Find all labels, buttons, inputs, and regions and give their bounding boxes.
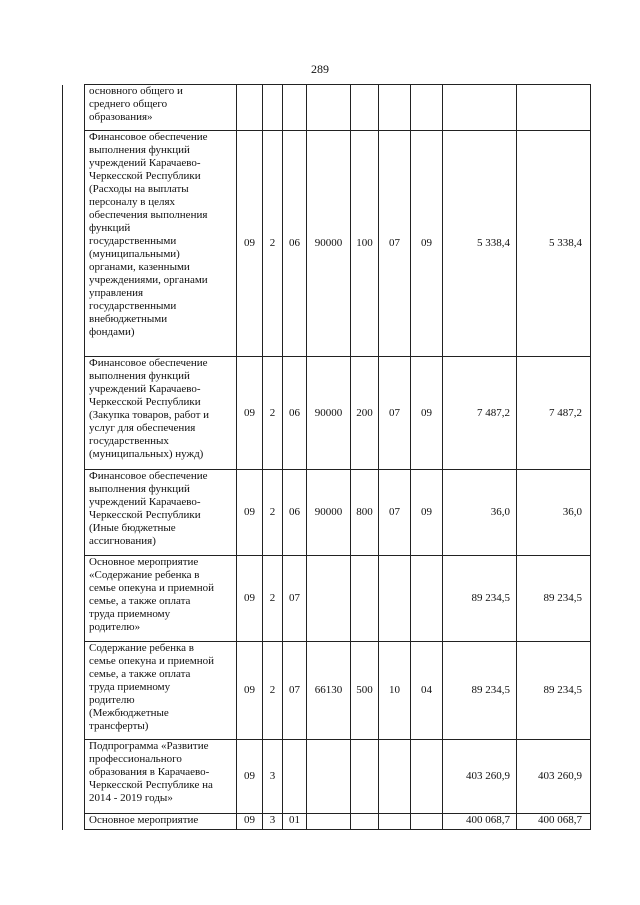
- description-line: 2014 - 2019 годы»: [89, 792, 173, 804]
- description-line: государственными: [89, 300, 177, 312]
- description-line: обеспечения выполнения: [89, 209, 208, 221]
- description-line: учреждений Карачаево-: [89, 496, 201, 508]
- description-line: учреждениями, органами: [89, 274, 208, 286]
- code-cell-c6: 07: [379, 470, 411, 556]
- code-cell-c5: [351, 85, 379, 131]
- code-cell-c7: 09: [411, 470, 443, 556]
- description-line: (муниципальными): [89, 248, 180, 260]
- code-cell-c5: 100: [351, 131, 379, 357]
- amount-cell-2: 36,0: [517, 470, 591, 556]
- row-number-cell: [63, 740, 85, 814]
- code-cell-c7: [411, 814, 443, 830]
- amount-cell-2: [517, 85, 591, 131]
- code-cell-c7: 04: [411, 642, 443, 740]
- table-row: [63, 556, 591, 642]
- amount-cell-2: 7 487,2: [517, 357, 591, 470]
- code-cell-c2: 2: [263, 556, 283, 642]
- code-cell-c6: [379, 85, 411, 131]
- code-cell-c4: [307, 85, 351, 131]
- page-number: 289: [311, 62, 329, 76]
- description-line: Финансовое обеспечение: [89, 131, 208, 143]
- table-row: [63, 814, 591, 830]
- amount-cell-2: 89 234,5: [517, 556, 591, 642]
- description-line: Черкесской Республики: [89, 396, 201, 408]
- description-line: органами, казенными: [89, 261, 190, 273]
- description-line: родителю»: [89, 621, 141, 633]
- description-line: образования»: [89, 111, 153, 123]
- amount-cell-1: 5 338,4: [443, 131, 517, 357]
- table-row: [63, 85, 591, 131]
- amount-cell-1: 7 487,2: [443, 357, 517, 470]
- description-line: семье, а также оплата: [89, 595, 191, 607]
- code-cell-c3: [283, 85, 307, 131]
- description-line: профессионального: [89, 753, 182, 765]
- description-line: (Межбюджетные: [89, 707, 169, 719]
- description-line: государственными: [89, 235, 177, 247]
- description-line: среднего общего: [89, 98, 168, 110]
- code-cell-c1: 09: [237, 470, 263, 556]
- amount-cell-2: 400 068,7: [517, 814, 591, 830]
- description-line: персоналу в целях: [89, 196, 176, 208]
- description-line: труда приемному: [89, 681, 171, 693]
- description-line: фондами): [89, 326, 135, 338]
- code-cell-c2: 3: [263, 740, 283, 814]
- code-cell-c2: 3: [263, 814, 283, 830]
- code-cell-c7: [411, 85, 443, 131]
- code-cell-c7: 09: [411, 357, 443, 470]
- code-cell-c7: [411, 556, 443, 642]
- amount-cell-1: 403 260,9: [443, 740, 517, 814]
- code-cell-c3: 06: [283, 357, 307, 470]
- code-cell-c3: 07: [283, 556, 307, 642]
- code-cell-c5: 200: [351, 357, 379, 470]
- description-cell: [85, 556, 237, 642]
- description-cell: [85, 85, 237, 131]
- description-line: Основное мероприятие: [89, 814, 199, 826]
- amount-cell-2: 403 260,9: [517, 740, 591, 814]
- amount-cell-1: [443, 85, 517, 131]
- description-line: Основное мероприятие: [89, 556, 199, 568]
- code-cell-c4: 90000: [307, 470, 351, 556]
- code-cell-c3: 06: [283, 470, 307, 556]
- code-cell-c6: 07: [379, 131, 411, 357]
- code-cell-c4: 90000: [307, 131, 351, 357]
- amount-cell-1: 400 068,7: [443, 814, 517, 830]
- code-cell-c2: 2: [263, 357, 283, 470]
- code-cell-c6: [379, 740, 411, 814]
- description-line: (Расходы на выплаты: [89, 183, 189, 195]
- code-cell-c1: [237, 85, 263, 131]
- code-cell-c3: 06: [283, 131, 307, 357]
- table-row: [63, 357, 591, 470]
- row-number-cell: [63, 131, 85, 357]
- description-line: трансферты): [89, 720, 149, 732]
- description-cell: [85, 357, 237, 470]
- amount-cell-1: 36,0: [443, 470, 517, 556]
- code-cell-c1: 09: [237, 556, 263, 642]
- description-line: труда приемному: [89, 608, 171, 620]
- amount-cell-2: 5 338,4: [517, 131, 591, 357]
- description-line: семье, а также оплата: [89, 668, 191, 680]
- code-cell-c6: 07: [379, 357, 411, 470]
- description-cell: [85, 642, 237, 740]
- description-cell: [85, 814, 237, 830]
- description-line: функций: [89, 222, 131, 234]
- code-cell-c1: 09: [237, 740, 263, 814]
- description-line: ассигнования): [89, 535, 156, 547]
- description-line: выполнения функций: [89, 483, 190, 495]
- amount-cell-1: 89 234,5: [443, 642, 517, 740]
- code-cell-c5: 500: [351, 642, 379, 740]
- description-line: учреждений Карачаево-: [89, 157, 201, 169]
- code-cell-c4: 90000: [307, 357, 351, 470]
- description-line: образования в Карачаево-: [89, 766, 210, 778]
- table-row: [63, 131, 591, 357]
- description-line: управления: [89, 287, 144, 299]
- row-number-cell: [63, 814, 85, 830]
- code-cell-c3: [283, 740, 307, 814]
- table-body: [63, 85, 591, 830]
- description-line: семье опекуна и приемной: [89, 655, 215, 667]
- description-line: Подпрограмма «Развитие: [89, 740, 209, 752]
- row-number-cell: [63, 85, 85, 131]
- code-cell-c2: 2: [263, 131, 283, 357]
- description-line: «Содержание ребенка в: [89, 569, 200, 581]
- code-cell-c2: 2: [263, 642, 283, 740]
- code-cell-c6: [379, 814, 411, 830]
- row-number-cell: [63, 642, 85, 740]
- code-cell-c1: 09: [237, 814, 263, 830]
- description-line: Финансовое обеспечение: [89, 357, 208, 369]
- description-line: государственных: [89, 435, 169, 447]
- amount-cell-1: 89 234,5: [443, 556, 517, 642]
- row-number-cell: [63, 556, 85, 642]
- description-line: (Закупка товаров, работ и: [89, 409, 210, 421]
- table-row: [63, 470, 591, 556]
- description-cell: [85, 740, 237, 814]
- description-cell: [85, 470, 237, 556]
- code-cell-c6: [379, 556, 411, 642]
- code-cell-c5: [351, 814, 379, 830]
- description-line: Черкесской Республике на: [89, 779, 213, 791]
- code-cell-c5: 800: [351, 470, 379, 556]
- amount-cell-2: 89 234,5: [517, 642, 591, 740]
- description-line: выполнения функций: [89, 144, 190, 156]
- description-line: (муниципальных) нужд): [89, 448, 204, 460]
- description-line: Содержание ребенка в: [89, 642, 194, 654]
- code-cell-c2: [263, 85, 283, 131]
- code-cell-c7: [411, 740, 443, 814]
- code-cell-c1: 09: [237, 131, 263, 357]
- description-line: родителю: [89, 694, 135, 706]
- table-row: [63, 740, 591, 814]
- description-line: учреждений Карачаево-: [89, 383, 201, 395]
- description-line: внебюджетными: [89, 313, 168, 325]
- code-cell-c6: 10: [379, 642, 411, 740]
- code-cell-c5: [351, 740, 379, 814]
- description-cell: [85, 131, 237, 357]
- code-cell-c5: [351, 556, 379, 642]
- code-cell-c7: 09: [411, 131, 443, 357]
- code-cell-c3: 07: [283, 642, 307, 740]
- description-line: основного общего и: [89, 85, 183, 97]
- budget-table: [62, 84, 591, 830]
- code-cell-c4: [307, 556, 351, 642]
- description-line: Черкесской Республики: [89, 509, 201, 521]
- description-line: семье опекуна и приемной: [89, 582, 215, 594]
- code-cell-c1: 09: [237, 642, 263, 740]
- code-cell-c2: 2: [263, 470, 283, 556]
- row-number-cell: [63, 357, 85, 470]
- description-line: Черкесской Республики: [89, 170, 201, 182]
- code-cell-c4: 66130: [307, 642, 351, 740]
- code-cell-c4: [307, 814, 351, 830]
- code-cell-c1: 09: [237, 357, 263, 470]
- code-cell-c3: 01: [283, 814, 307, 830]
- code-cell-c4: [307, 740, 351, 814]
- table-row: [63, 642, 591, 740]
- description-line: выполнения функций: [89, 370, 190, 382]
- description-line: (Иные бюджетные: [89, 522, 176, 534]
- description-line: Финансовое обеспечение: [89, 470, 208, 482]
- description-line: услуг для обеспечения: [89, 422, 196, 434]
- row-number-cell: [63, 470, 85, 556]
